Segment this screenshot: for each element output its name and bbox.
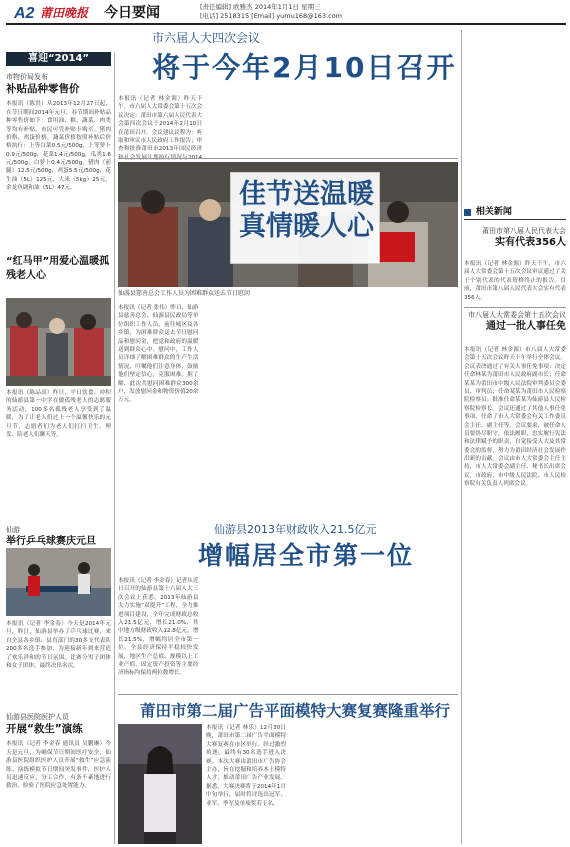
- top-story-body: 本报讯（记者 林金源）昨天下午，市六届人大常委会第十五次会议决定：莆田市第六届人民代表大会第四次会议于2014年2月10日在莆田召开。会议建议议程为：听取和审议市人民政府工作报告；审查和批准莆田市2013年国民经济: [118, 96, 203, 153]
- finance-body: 本报讯（记者 李金春）记者从近日召开的仙游县第十六届人大三次会议上获悉，2013年仙游县大力实施“双提升”工程，全力推进项目建设，全年完成财政总收入21.5亿元，增长21.0%，其中地方级财政收入12.8亿元，增长21.5%，增幅均居全市第一位。全县经济保持平稳较快发展，地区生产总值、规模以上工业产值、固定资产投资等主要经济指标均保持两位数增长。: [118, 578, 199, 677]
- right-item-appointments: [464, 310, 566, 350]
- left-banner: 喜迎“2014”: [6, 52, 111, 66]
- model-photo: [118, 724, 202, 844]
- feature-headline-line2: 真情暖人心: [239, 211, 374, 243]
- right-rule: [464, 307, 566, 308]
- article-title: 开展“救生”演练: [6, 723, 83, 736]
- editor-line: [责任编辑] 欧雅杰 2014年1月1日 星期三: [200, 3, 321, 11]
- related-news-label: 相关新闻: [475, 207, 512, 217]
- finance-headline: 增幅居全市第一位: [198, 541, 415, 570]
- pingpong-photo: [6, 548, 111, 616]
- related-news-icon: [464, 209, 471, 216]
- article-kicker: 仙游: [6, 526, 20, 534]
- section-title: 今日要闻: [104, 5, 160, 21]
- contact-line: [电话] 2518315 [Email] yumu168@163.com: [200, 12, 343, 20]
- top-headline: 将于今年2月10日召开: [152, 51, 457, 84]
- pingpong-body: 本报讯（记者 李金春）今天是2014年元旦，昨日，仙游县举办了乒乓球比赛，来自全县各乡镇、县直部门的30多支代表队200多名选手参加，为迎接新年到来营造了欢乐祥和的节日氛围。比赛分男子团体和女子团体，最终决出名次。: [6, 621, 111, 669]
- feature-body: 本报讯（记者 张伟）昨日，仙游县慈善总会、仙游县民政局等单位组织工作人员，前往城区及各乡镇，为困难群众送去节日慰问品和慰问金，把党和政府的温暖送到群众心中。慰问中，工作人员详细了解困难群众的生产生活情况，叮嘱他们注意身体，鼓励他们坚定信心，克服困难。据了解，此次共慰问困难群众300余户，发放慰问金和物资价值20余万元。: [118, 305, 199, 404]
- right-divider: [461, 30, 462, 844]
- left-article-drill: [6, 712, 111, 844]
- article-kicker: 仙游县医院医护人员: [6, 713, 69, 721]
- volunteers-caption: 本报讯（陈品高）昨日，平日饮食、冲积的仙游县第一中学在做孤残老人的志愿服务活动，100多名孤残老人享受到了温暖，为了让老人们过上一个温馨快乐的元旦节，志愿者们为老人们打扫卫生、理发、陪老人们聊天等。: [6, 390, 111, 438]
- article-body: 本报讯（记者 李金春 通讯员 吴鹏琳）今天是元旦，为确保节日期间医疗安全，仙游县医院组织医护人员开展“救生”应急演练。演练模拟节日期间突发事件，医护人员迅速反应，分工合作，有条不紊地进行救治，检验了医院应急处置能力。: [6, 741, 111, 790]
- right-title: 通过一批人事任免: [486, 321, 566, 333]
- ad-story-headline: 莆田市第二届广告平面模特大赛复赛隆重举行: [140, 702, 451, 720]
- right-title: 实有代表356人: [495, 237, 566, 249]
- paper-name-logo: 莆田晚报: [40, 6, 89, 20]
- finance-kicker: 仙游县2013年财政收入21.5亿元: [214, 523, 377, 536]
- ad-story-body: 本报讯（记者 林乐）12月30日晚，莆田市第二届广告平面模特大赛复赛在市区举行。经过激烈角逐，最终有30名选手进入决赛。本次大赛由莆田市广告协会主办，旨在挖掘和培养本土模特人才，推动莆田广告产业发展。据悉，大赛决赛将于2014年1月中旬举行，届时将评选出冠军、亚军、季军及单项奖若干名。: [206, 725, 286, 807]
- article-title: 补贴品种零售价: [6, 83, 80, 96]
- finance-story: [118, 522, 458, 572]
- masthead-rule: [6, 23, 566, 25]
- volunteers-photo: [6, 298, 111, 386]
- feature-headline-line1: 佳节送温暖: [239, 179, 374, 210]
- finance-rule: [118, 694, 458, 695]
- left-divider: [114, 52, 115, 844]
- right-kicker: 市八届人大常委会第十五次会议: [468, 311, 566, 319]
- related-news-header: [464, 206, 566, 220]
- photo-headline: “红马甲”用爱心温暖孤残老人心: [6, 256, 110, 281]
- left-article-volunteers: [6, 255, 111, 297]
- article-kicker: 市物价局发布: [6, 73, 48, 81]
- right-kicker: 莆田市第八届人民代表大会: [482, 227, 566, 235]
- top-kicker: 市六届人大四次会议: [152, 31, 261, 45]
- page-code: A2: [14, 5, 35, 22]
- feature-headline-box: [230, 172, 380, 264]
- left-article-prices: [6, 72, 111, 250]
- top-story-rule: [118, 158, 458, 159]
- masthead: [6, 0, 566, 25]
- feature-caption: 仙游县慈善总会工作人员为困难群众送去节日慰问: [118, 290, 251, 297]
- right-item-delegates-body: 本报讯（记者 林金源）昨天下午，市六届人大常委会第十五次会议审议通过了关于个别代表的代表资格终止的报告。目前，莆田市第八届人民代表大会实有代表356人。: [464, 261, 566, 301]
- article-title: 举行乒乓球赛庆元旦: [6, 536, 96, 548]
- article-body: 本报讯（陈洪）从2013年12月27日起，在节日期间2014年元旦、春节期间补贴品种零售价如下：食用油、粮、蔬菜、肉类等均有补贴，市民可凭补贴卡购买。猪肉价格、鸡蛋价格、蔬菜价格按照补贴后价格执行：上等白菜0.5元/500g，上等萝卜0.9元/500g，花菜1.4元/500g，瓜类1.6元/500g，白萝卜0.4元/500g，猪肉（前腿）12.5元/500g，鸡蛋5.5元/500g，花生油（5L）125元，大米（5kg）25元，金龙鱼调和油（5L）47元。: [6, 101, 111, 192]
- right-item-appointments-body: 本报讯（记者 林金源）市八届人大常委会第十五次会议昨天下午举行全体会议。会议表决通过了有关人事任免事项：决定任命林某为莆田市人民政府副市长；任命某某为莆田市中级人民法院审判委员会委员、审判员；任命某某为莆田市人民检察院检察员；批准任命某某为仙游县人民检察院检察长。会议还通过了其他人事任免事项，任命了市人大常委会有关工作委员会主任、副主任等。会议要求，被任命人员要恪尽职守，依法履职，忠实履行宪法和法律赋予的职责，自觉接受人大及其常委会的监督，努力为莆田经济社会发展作出新的贡献。会议由市人大常委会主任主持，市人大常委会副主任、秘书长出席会议，市政府、市中级人民法院、市人民检察院有关负责人列席会议。: [464, 347, 566, 488]
